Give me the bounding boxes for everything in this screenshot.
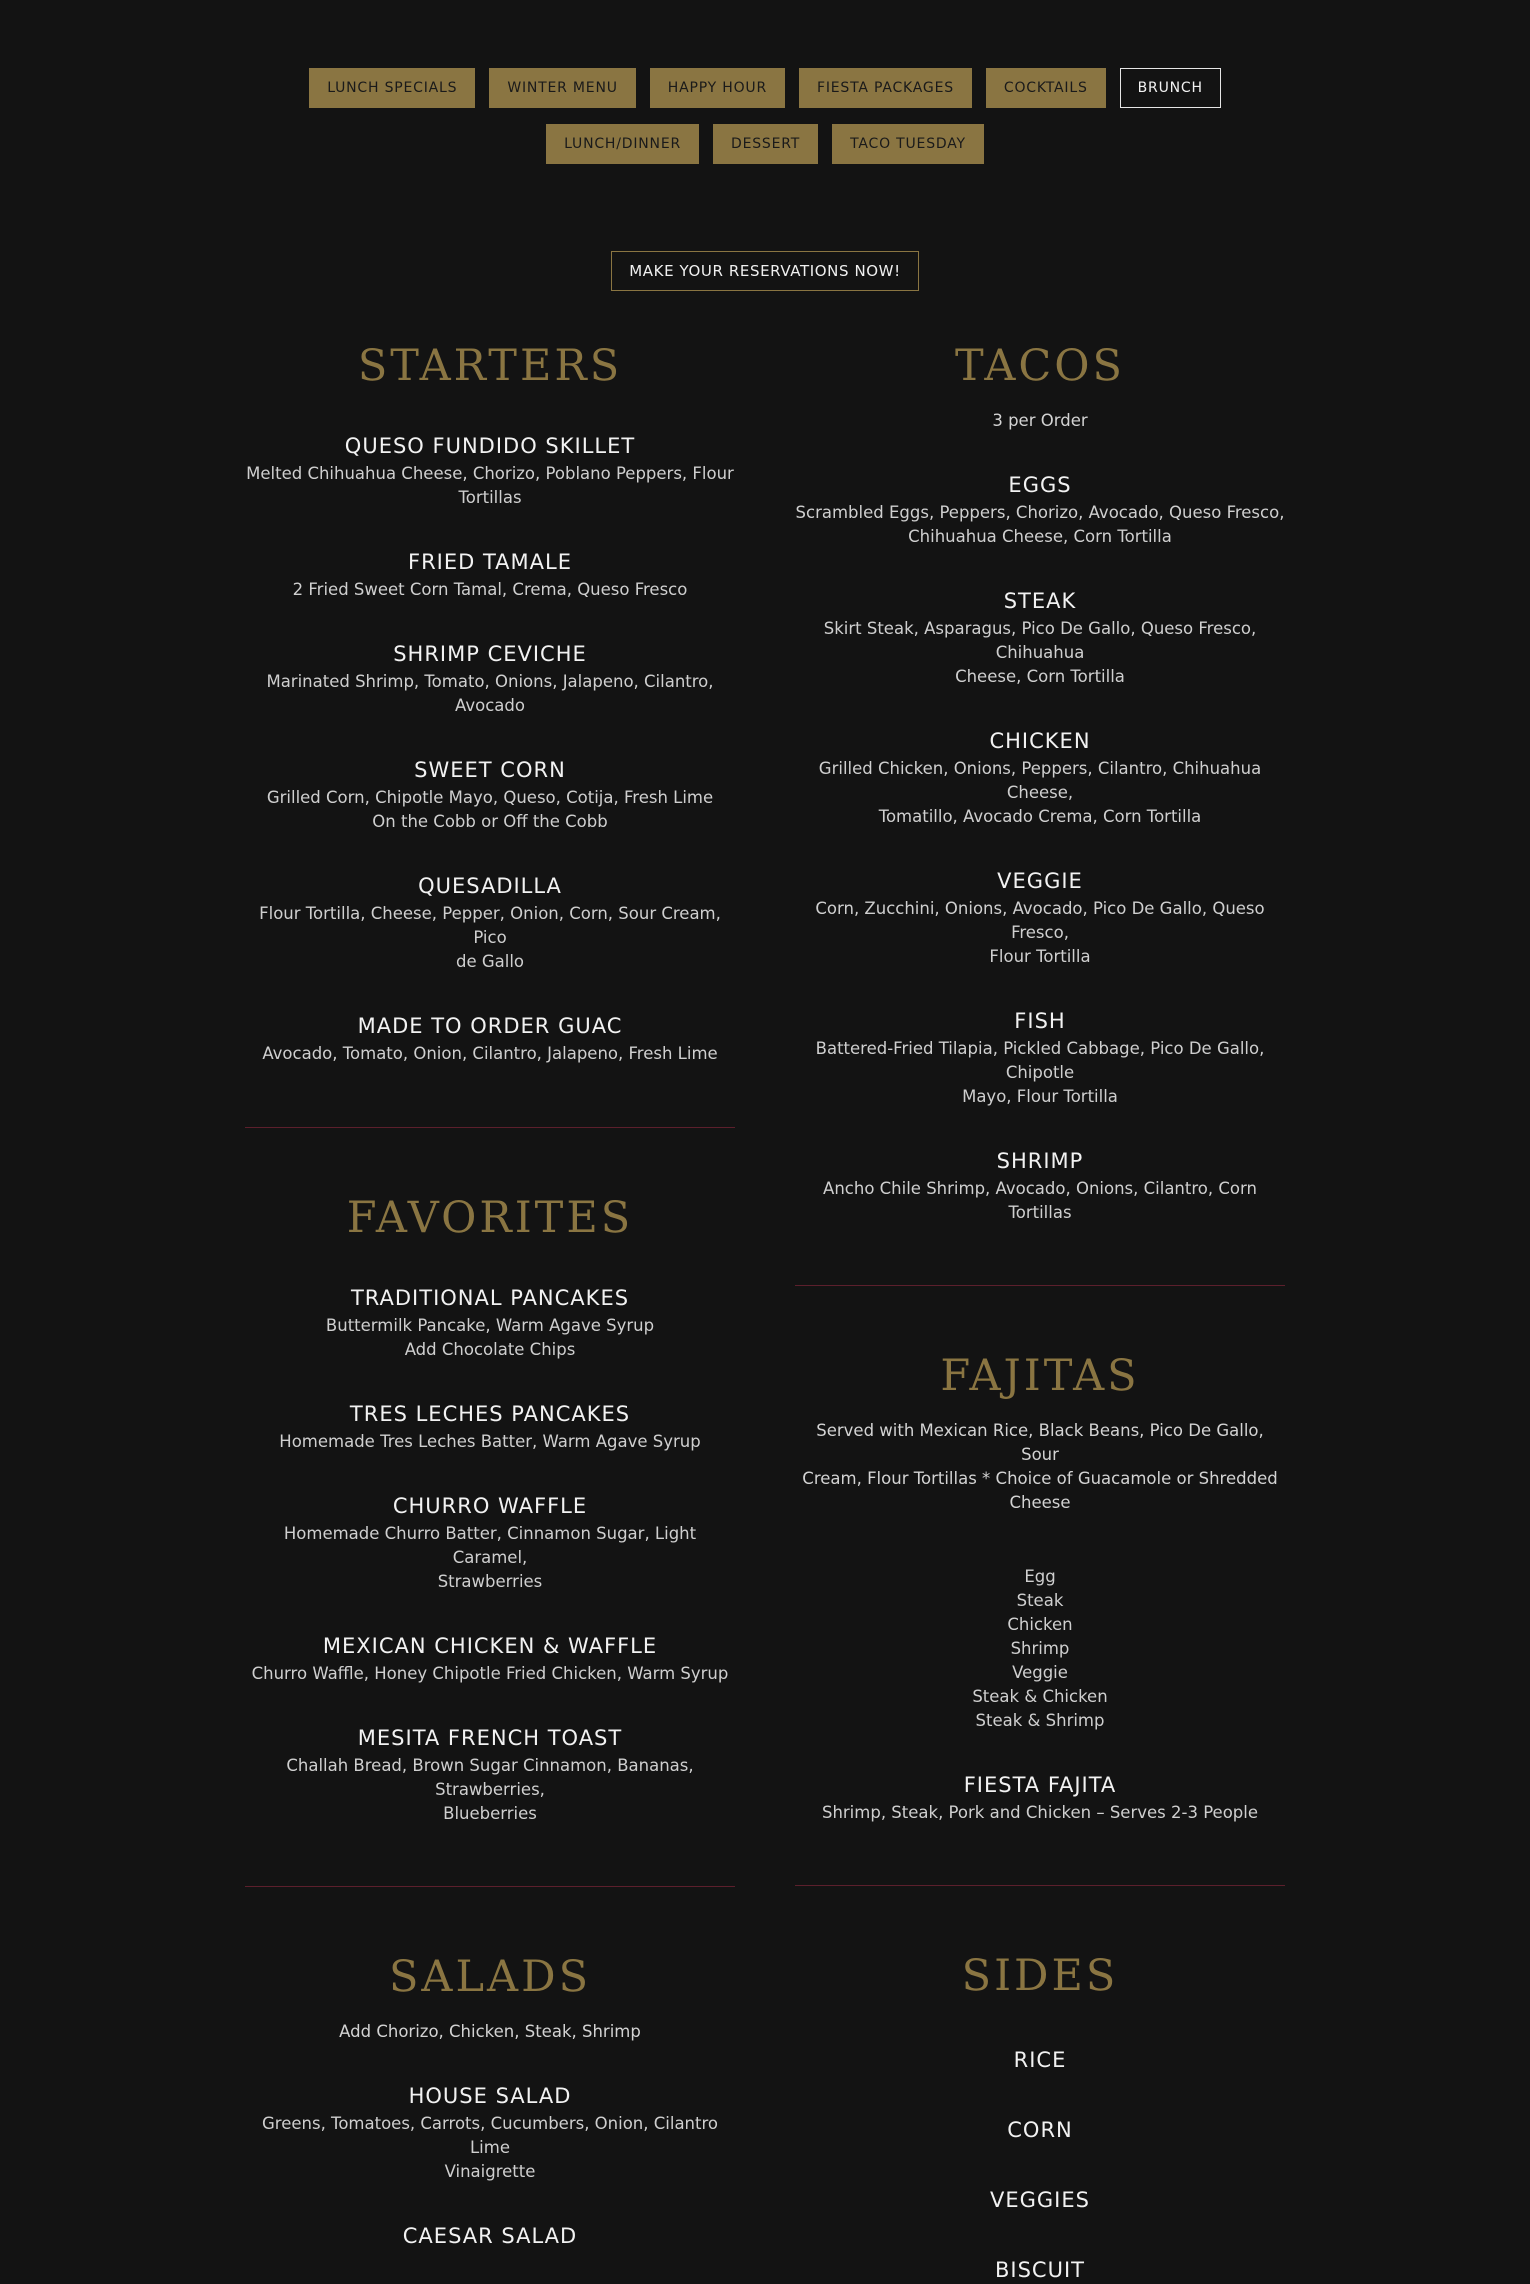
- item-name: MEXICAN CHICKEN & WAFFLE: [322, 1634, 658, 1658]
- side-item: CORN: [1007, 2118, 1073, 2142]
- item-name: SWEET CORN: [414, 758, 566, 782]
- description-line: On the Cobb or Off the Cobb: [372, 812, 608, 831]
- fajita-option: Chicken: [1007, 1615, 1073, 1634]
- menu-item: [245, 2082, 735, 2184]
- sides-section: [795, 1948, 1285, 2284]
- fajita-option: Shrimp: [1010, 1639, 1070, 1658]
- section-title: SALADS: [388, 1952, 592, 2002]
- description-line: Homemade Churro Batter, Cinnamon Sugar, Light Caramel,: [283, 1524, 697, 1567]
- section-divider: [245, 1127, 735, 1128]
- item-name: SHRIMP: [996, 1149, 1084, 1173]
- starters-section: [245, 338, 735, 1066]
- left-column: [245, 338, 735, 2250]
- description-line: Flour Tortilla: [989, 947, 1091, 966]
- nav-button-winter-menu[interactable]: WINTER MENU: [489, 68, 635, 108]
- description-line: Buttermilk Pancake, Warm Agave Syrup: [325, 1316, 655, 1335]
- description-line: Avocado, Tomato, Onion, Cilantro, Jalapeno, Fresh Lime: [262, 1044, 718, 1063]
- section-title: TACOS: [955, 341, 1125, 391]
- menu-nav-row-2: [0, 124, 1530, 164]
- item-name: MESITA FRENCH TOAST: [357, 1726, 623, 1750]
- right-column: [795, 338, 1285, 2284]
- fajita-option: Steak & Chicken: [972, 1687, 1108, 1706]
- item-name: CHURRO WAFFLE: [392, 1494, 588, 1518]
- menu-item: [795, 727, 1285, 829]
- item-description: [795, 1037, 1285, 1109]
- description-line: Tomatillo, Avocado Crema, Corn Tortilla: [878, 807, 1202, 826]
- item-description: [245, 2112, 735, 2184]
- fajita-option: Veggie: [1012, 1663, 1068, 1682]
- description-line: Tortillas: [458, 488, 522, 507]
- description-line: Blueberries: [443, 1804, 537, 1823]
- item-name: CAESAR SALAD: [402, 2224, 578, 2248]
- menu-item: [245, 1492, 735, 1594]
- description-line: Marinated Shrimp, Tomato, Onions, Jalapeno, Cilantro, Avocado: [266, 672, 714, 715]
- note-line: Served with Mexican Rice, Black Beans, Pico De Gallo, Sour: [816, 1421, 1264, 1464]
- item-name: STEAK: [1003, 589, 1077, 613]
- fajita-option: Steak & Shrimp: [975, 1711, 1105, 1730]
- note-line: Cheese: [1009, 1493, 1071, 1512]
- tacos-section: [795, 338, 1285, 1225]
- nav-button-taco-tuesday[interactable]: TACO TUESDAY: [832, 124, 984, 164]
- menu-item: [245, 640, 735, 718]
- section-divider: [795, 1885, 1285, 1886]
- item-name: FRIED TAMALE: [408, 550, 572, 574]
- side-item: BISCUIT: [995, 2258, 1085, 2282]
- menu-item: [245, 1724, 735, 1826]
- nav-button-brunch[interactable]: BRUNCH: [1120, 68, 1221, 108]
- menu-item: [245, 872, 735, 974]
- description-line: Greens, Tomatoes, Carrots, Cucumbers, Onion, Cilantro Lime: [262, 2114, 718, 2157]
- item-name: HOUSE SALAD: [408, 2084, 572, 2108]
- item-description: [245, 786, 735, 834]
- item-description: [795, 1177, 1285, 1225]
- menu-item: [245, 1400, 735, 1454]
- description-line: Melted Chihuahua Cheese, Chorizo, Poblano Peppers, Flour: [246, 464, 734, 483]
- fajita-option: Steak: [1016, 1591, 1064, 1610]
- item-description: [245, 1042, 735, 1066]
- description-line: Cheese, Corn Tortilla: [955, 667, 1125, 686]
- side-item: VEGGIES: [990, 2188, 1090, 2212]
- note-line: Cream, Flour Tortillas * Choice of Guacamole or Shredded: [802, 1469, 1278, 1488]
- menu-item: [245, 1012, 735, 1066]
- item-description: [795, 617, 1285, 689]
- description-line: Vinaigrette: [444, 2162, 536, 2181]
- starters-items: [245, 432, 735, 1066]
- item-description: [245, 1754, 735, 1826]
- nav-button-fiesta-packages[interactable]: FIESTA PACKAGES: [799, 68, 972, 108]
- fajitas-items: [795, 1771, 1285, 1825]
- menu-item: [245, 1284, 735, 1362]
- item-name: FISH: [1014, 1009, 1066, 1033]
- item-description: [245, 578, 735, 602]
- favorites-items: [245, 1284, 735, 1826]
- description-line: Ancho Chile Shrimp, Avocado, Onions, Cilantro, Corn Tortillas: [823, 1179, 1257, 1222]
- description-line: Churro Waffle, Honey Chipotle Fried Chicken, Warm Syrup: [251, 1664, 729, 1683]
- item-description: [795, 757, 1285, 829]
- item-description: [245, 1430, 735, 1454]
- menu-item: [795, 587, 1285, 689]
- description-line: Chihuahua Cheese, Corn Tortilla: [908, 527, 1172, 546]
- item-name: TRADITIONAL PANCAKES: [350, 1286, 630, 1310]
- item-name: SHRIMP CEVICHE: [393, 642, 587, 666]
- description-line: Scrambled Eggs, Peppers, Chorizo, Avocado, Queso Fresco,: [795, 503, 1285, 522]
- salads-items: [245, 2082, 735, 2250]
- item-name: QUESADILLA: [418, 874, 562, 898]
- description-line: Shrimp, Steak, Pork and Chicken – Serves 2-3 People: [821, 1803, 1259, 1822]
- item-description: [795, 897, 1285, 969]
- item-description: [245, 462, 735, 510]
- section-note: Add Chorizo, Chicken, Steak, Shrimp: [339, 2022, 641, 2041]
- section-title: SIDES: [961, 1951, 1119, 2001]
- menu-item: [245, 432, 735, 510]
- item-name: MADE TO ORDER GUAC: [357, 1014, 623, 1038]
- nav-button-cocktails[interactable]: COCKTAILS: [986, 68, 1106, 108]
- menu-item: [245, 1632, 735, 1686]
- description-line: Mayo, Flour Tortilla: [962, 1087, 1118, 1106]
- item-name: QUESO FUNDIDO SKILLET: [344, 434, 636, 458]
- description-line: Strawberries: [437, 1572, 543, 1591]
- fajitas-section: [795, 1348, 1285, 1825]
- menu-item: [795, 867, 1285, 969]
- item-description: [245, 670, 735, 718]
- description-line: Flour Tortilla, Cheese, Pepper, Onion, Corn, Sour Cream, Pico: [259, 904, 721, 947]
- item-description: [245, 1662, 735, 1686]
- side-item: RICE: [1013, 2048, 1067, 2072]
- description-line: Skirt Steak, Asparagus, Pico De Gallo, Queso Fresco, Chihuahua: [823, 619, 1257, 662]
- item-name: CHICKEN: [989, 729, 1091, 753]
- section-title: STARTERS: [357, 341, 623, 391]
- description-line: Add Chocolate Chips: [404, 1340, 576, 1359]
- fajita-options: [795, 1565, 1285, 1733]
- menu-item: [795, 1007, 1285, 1109]
- nav-button-happy-hour[interactable]: HAPPY HOUR: [650, 68, 785, 108]
- fajitas-note: [795, 1419, 1285, 1515]
- description-line: de Gallo: [455, 952, 525, 971]
- nav-button-lunch-specials[interactable]: LUNCH SPECIALS: [309, 68, 475, 108]
- item-description: [245, 1314, 735, 1362]
- menu-item: [245, 2222, 735, 2250]
- description-line: Grilled Chicken, Onions, Peppers, Cilantro, Chihuahua Cheese,: [818, 759, 1262, 802]
- menu-item: [795, 471, 1285, 549]
- sides-items: [795, 2046, 1285, 2284]
- item-name: FIESTA FAJITA: [963, 1773, 1117, 1797]
- description-line: Battered-Fried Tilapia, Pickled Cabbage, Pico De Gallo, Chipotle: [815, 1039, 1265, 1082]
- item-name: TRES LECHES PANCAKES: [349, 1402, 631, 1426]
- item-description: [245, 902, 735, 974]
- favorites-section: [245, 1190, 735, 1826]
- menu-item: [795, 1147, 1285, 1225]
- description-line: Challah Bread, Brown Sugar Cinnamon, Bananas, Strawberries,: [286, 1756, 694, 1799]
- menu-item: [245, 756, 735, 834]
- description-line: 2 Fried Sweet Corn Tamal, Crema, Queso Fresco: [292, 580, 688, 599]
- salads-section: [245, 1949, 735, 2250]
- section-note: 3 per Order: [992, 411, 1088, 430]
- section-divider: [795, 1285, 1285, 1286]
- tacos-items: [795, 471, 1285, 1225]
- nav-button-lunch-dinner[interactable]: LUNCH/DINNER: [546, 124, 699, 164]
- item-name: EGGS: [1008, 473, 1072, 497]
- item-name: VEGGIE: [997, 869, 1083, 893]
- item-description: [795, 1801, 1285, 1825]
- description-line: Grilled Corn, Chipotle Mayo, Queso, Cotija, Fresh Lime: [266, 788, 714, 807]
- menu-item: [795, 1771, 1285, 1825]
- item-description: [245, 1522, 735, 1594]
- fajita-option: Egg: [1024, 1567, 1056, 1586]
- make-reservation-button[interactable]: MAKE YOUR RESERVATIONS NOW!: [611, 251, 918, 291]
- section-title: FAJITAS: [940, 1351, 1140, 1401]
- description-line: Homemade Tres Leches Batter, Warm Agave Syrup: [279, 1432, 701, 1451]
- section-divider: [245, 1886, 735, 1887]
- menu-nav-row-1: [0, 68, 1530, 108]
- item-description: [795, 501, 1285, 549]
- nav-button-dessert[interactable]: DESSERT: [713, 124, 818, 164]
- reservation-area: [0, 251, 1530, 291]
- section-title: FAVORITES: [346, 1193, 634, 1243]
- menu-item: [245, 548, 735, 602]
- description-line: Corn, Zucchini, Onions, Avocado, Pico De Gallo, Queso Fresco,: [815, 899, 1265, 942]
